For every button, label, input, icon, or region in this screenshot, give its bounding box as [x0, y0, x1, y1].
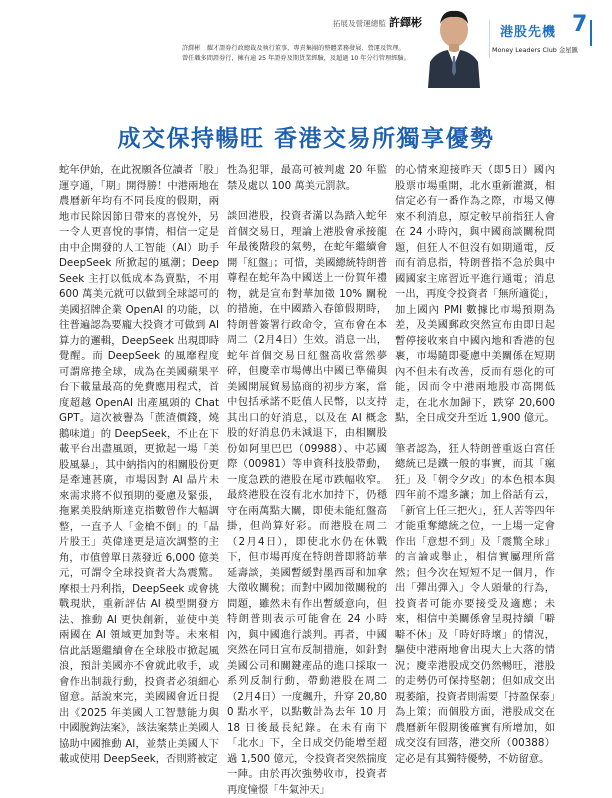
column-subtitle: Money Leaders Club 金星匯	[492, 46, 579, 54]
paragraph: 的心情來迎接昨天（即5日）國內股票市場重開，北水重新灌溉，相信定必有一番作為之際，市場又傳來不利消息，原定較早前指狂人會在 24 小時內，與中國商談關稅問題，但狂人不但沒有如期通電，反而有消息指，特朗普指不急於與中國國家主席習近平進行通電；消息一出，再度令投資者「無所適從」，加上國內 PMI 數據比市場預期為差，及美國郵政突然宣布由即日起暫停接收來自中國內地和香港的包裹，市場隨即憂慮中美關係在短期內不但未有改善，反而有惡化的可能，因而令中港兩地股市高開低走，在北水加歸下，跌穿 20,600 點，全日成交升至近 1,900 億元。	[395, 164, 555, 424]
article-body	[59, 163, 579, 796]
bio-line: 曾任職多間證券行，擁有逾 25 年證券及期貨業經驗，及超過 10 年分行管理經驗。	[182, 54, 410, 62]
article-column-3	[395, 163, 555, 767]
author-photo	[426, 4, 482, 88]
author-byline	[333, 14, 422, 30]
author-name: 許繹彬	[389, 16, 422, 29]
column-name: 港股先機	[500, 25, 557, 40]
article-column-1	[59, 163, 219, 768]
page-header	[0, 0, 612, 96]
author-bio	[182, 44, 422, 63]
paragraph: 性為犯罪，最高可被判處 20 年監禁及處以 100 萬美元罰款。	[227, 164, 387, 192]
article-headline: 成交保持暢旺 香港交易所獨享優勢	[117, 126, 495, 152]
author-role: 拓展及營運總監	[332, 19, 386, 28]
column-label	[489, 12, 606, 58]
page-number: 7	[572, 12, 588, 37]
column-divider	[590, 20, 592, 46]
paragraph: 談回港股，投資者滿以為踏入蛇年首個交易日，理論上港股會承接龍年最後階段的氣勢，在蛇年繼續會開「紅盤」；可惜，美國總統特朗普尊程在蛇年為中國送上一份賀年禮物，就是宣布對華加徵 10% 關稅的措施，在中國踏入春節假期時，特朗普簽署行政命令，宣布會在本周二（2月4日）生效。消息一出，蛇年首個交易日紅盤高收當然夢碎，但慶幸市場傳出中國已準備與美國開展貿易協商的初步方案，當中包括承諾不貶值人民幣，以支持其出口的好消息，以及在 AI 概念股的好消息仍未減退下，由相關股份如阿里巴巴（09988）、中芯國際（00981）等申資科技股帶動，一度急跌的港股在尾市跌幅收窄。最終港股在沒有北水加持下，仍穩守在兩萬點大關，即使未能紅盤高掛，但尚算好彩。而港股在周二（2月4日），即使北水仍在休戰下，但市場再度在特朗普即將訪華延壽談，美國暫緩對墨西哥和加拿大徵收關稅；而對中國加徵關稅的問題，雖然未有作出暫緩意向，但特朗普則表示可能會在 24 小時內，與中國進行談判。再者，中國突然在同日宣布反制措施，如針對美國公司和關鍵產品的進口採取一系列反制行動，帶動港股在周二（2月4日）一度飆升，升穿 20,800 點水平，以點數計為去年 10 月 18 日後最長紀錄。在未有南下「北水」下，全日成交仍能增至超過 1,500 億元，令投資者突然揣度一陣。由於再次強勢收市，投資者再度憧憬「牛氣沖天」	[227, 210, 387, 796]
article-column-2	[227, 163, 387, 798]
paragraph: 筆者認為，狂人特朗普重返白宮任總統已是鐵一般的事實，而其「瘋狂」及「朝令夕改」的本色根本與四年前不遑多讓；加上俗話有云，「新官上任三把火」，狂人苦等四年才能重奪總統之位，一上場一定會作出「意想不到」及「震驚全球」的言論或舉止，相信實屬理所當然；但今次在短短不足一個月，作出「彈出彈入」令人頭暈的行為，投資者可能亦要接受及適應；未來，相信中美關係會呈現持續「噼噼不休」及「時好時壞」的情況，驅使中港兩地會出現大上大落的情況；慶幸港股成交仍然暢旺，港股的走勢仍可保持堅韌；但如成交出現萎縮，投資者則需要「持盈保泰」為上策；而個股方面，港股成交在農曆新年假期後確實有所增加，如成交沒有回落，港交所（00388）定必是有其獨特優勢，不妨留意。	[395, 442, 555, 765]
paragraph: 蛇年伊始，在此祝願各位讀者「股」運亨通，「期」開得勝！中港兩地在農曆新年均有不同長度的假期，兩地市民除因節日帶來的喜悅外，另一令人更喜悅的事情，相信一定是由中企開發的人工智能（AI）助手 DeepSeek 所掀起的風潮；DeepSeek 主打以低成本為賣點，不用 600 萬美元就可以做到全球認可的美國招牌企業 OpenAI 的功能，以往普遍認為要龐大投資才可做到 AI 算力的邏輯，DeepSeek 出現即時覺醒。而 DeepSeek 的風靡程度可謂席捲全球，成為在美國蘋果平台下載量最高的免費應用程式，首度超越 OpenAI 出產風頭的 ChatGPT。這次被譽為「蔗渣價錢，燒鵝味道」的 DeepSeek，不止在下載平台出盡風頭，更掀起一場「美股風暴」，其中納指內的相關股份更是牽連甚廣，市場因對 AI 晶片未來需求將不似預期的憂慮及緊張，拖累美股納斯達克指數曾作大幅調整，一直予人「金槍不倒」的「晶片股王」英偉達更是這次調整的主角，市值曾單日蒸發近 6,000 億美元，可謂令全球投資者大為震驚。摩根士丹利指，DeepSeek 或會挑戰現狀，重新評估 AI 模型開發方法、推動 AI 更快創新，並使中美兩國在 AI 領域更加對等。未來相信此話題繼續會在全球股市掀起風浪，預計美國亦不會就此收手，或會作出制裁行動，投資者必須細心留意。話說來完，美國國會近日提出《2025 年美國人工智慧能力與中國脫鉤法案》，該法案禁止美國人協助中國推動 AI，並禁止美國人下載或使用 DeepSeek，否則將被定	[59, 164, 219, 765]
bio-line: 許繹彬 耀才證券行政總裁及執行董事，專責集團的整體業務發展、營運及管理。	[182, 45, 405, 52]
